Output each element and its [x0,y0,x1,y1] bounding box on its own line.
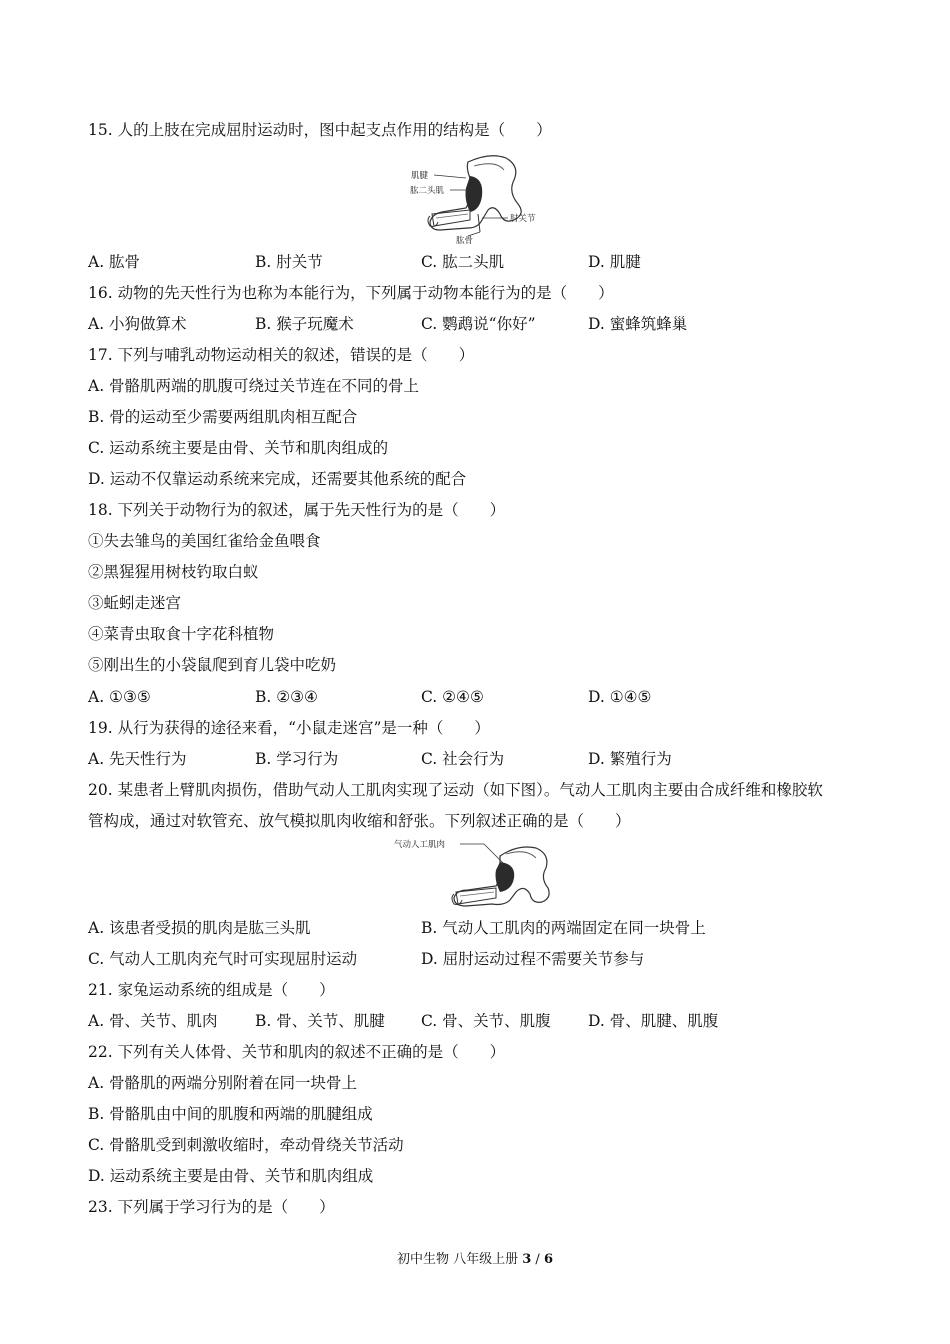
q20-option-b: B. 气动人工肌肉的两端固定在同一块骨上 [421,919,706,937]
q19-stem: 19. 从行为获得的途径来看，“小鼠走迷宫”是一种（ ） [88,719,490,737]
q20-stem-line1: 20. 某患者上臂肌肉损伤，借助气动人工肌肉实现了运动（如下图）。气动人工肌肉主要由合成纤维和橡胶软 [88,781,823,799]
q18-item-2: ②黑猩猩用树枝钓取白蚁 [88,563,259,581]
q16-option-b: B. 猴子玩魔术 [255,315,354,333]
q18-item-1: ①失去雏鸟的美国红雀给金鱼喂食 [88,532,321,550]
q19-option-d: D. 繁殖行为 [588,750,672,768]
q18-item-3: ③蚯蚓走迷宫 [88,594,182,612]
q20-option-d: D. 屈肘运动过程不需要关节参与 [421,950,645,968]
q19-option-b: B. 学习行为 [255,750,339,768]
q17-stem: 17. 下列与哺乳动物运动相关的叙述，错误的是（ ） [88,346,475,364]
q17-option-c: C. 运动系统主要是由骨、关节和肌肉组成的 [88,439,389,457]
q15-option-a: A. 肱骨 [88,253,141,271]
q16-option-a: A. 小狗做算术 [88,315,187,333]
q21-option-c: C. 骨、关节、肌腹 [421,1012,551,1030]
label-biceps: 肱二头肌 [410,186,445,196]
q18-stem: 18. 下列关于动物行为的叙述，属于先天性行为的是（ ） [88,501,506,519]
q18-item-4: ④菜青虫取食十字花科植物 [88,625,275,643]
footer-subject: 初中生物 八年级上册 [396,1252,523,1267]
q22-option-b: B. 骨骼肌由中间的肌腹和两端的肌腱组成 [88,1105,373,1123]
label-humerus: 肱骨 [456,236,474,246]
label-tendon: 肌腱 [411,171,429,181]
page-footer [0,1248,950,1267]
q21-stem: 21. 家兔运动系统的组成是（ ） [88,981,335,999]
q20-option-c: C. 气动人工肌肉充气时可实现屈肘运动 [88,950,358,968]
q16-option-c: C. 鹦鹉说“你好” [421,315,536,333]
footer-page-number: 3 [522,1252,532,1267]
q17-option-d: D. 运动不仅靠运动系统来完成，还需要其他系统的配合 [88,470,467,488]
q15-option-d: D. 肌腱 [588,253,641,271]
q20-option-a: A. 该患者受损的肌肉是肱三头肌 [88,919,311,937]
arm-muscle-figure [408,148,556,246]
q18-option-d: D. ①④⑤ [588,688,652,706]
q17-option-b: B. 骨的运动至少需要两组肌肉相互配合 [88,408,358,426]
q18-item-5: ⑤刚出生的小袋鼠爬到育儿袋中吃奶 [88,656,337,674]
q15-option-b: B. 肘关节 [255,253,323,271]
q21-option-a: A. 骨、关节、肌肉 [88,1012,218,1030]
q19-option-c: C. 社会行为 [421,750,505,768]
q21-option-b: B. 骨、关节、肌腱 [255,1012,385,1030]
footer-separator: / [531,1252,544,1267]
q22-option-c: C. 骨骼肌受到刺激收缩时，牵动骨绕关节活动 [88,1136,404,1154]
pneumatic-muscle-figure [392,836,562,910]
q15-option-c: C. 肱二头肌 [421,253,505,271]
label-elbow-joint: 肘关节 [510,214,536,224]
q20-stem-line2: 管构成，通过对软管充、放气模拟肌肉收缩和舒张。下列叙述正确的是（ ） [88,812,631,830]
footer-page-total: 6 [543,1252,553,1267]
biceps-shape [466,176,483,212]
q22-option-d: D. 运动系统主要是由骨、关节和肌肉组成 [88,1167,374,1185]
q21-option-d: D. 骨、肌腱、肌腹 [588,1012,719,1030]
q18-option-c: C. ②④⑤ [421,688,484,706]
q17-option-a: A. 骨骼肌两端的肌腹可绕过关节连在不同的骨上 [88,377,420,395]
q19-option-a: A. 先天性行为 [88,750,187,768]
q18-option-b: B. ②③④ [255,688,318,706]
q22-stem: 22. 下列有关人体骨、关节和肌肉的叙述不正确的是（ ） [88,1043,506,1061]
q22-option-a: A. 骨骼肌的两端分别附着在同一块骨上 [88,1074,358,1092]
q16-option-d: D. 蜜蜂筑蜂巢 [588,315,688,333]
q16-stem: 16. 动物的先天性行为也称为本能行为，下列属于动物本能行为的是（ ） [88,284,614,302]
q15-stem: 15. 人的上肢在完成屈肘运动时，图中起支点作用的结构是（ ） [88,121,552,139]
artificial-muscle-shape [496,862,515,892]
q23-stem: 23. 下列属于学习行为的是（ ） [88,1198,335,1216]
label-pneumatic-muscle: 气动人工肌肉 [394,840,446,850]
q18-option-a: A. ①③⑤ [88,688,151,706]
